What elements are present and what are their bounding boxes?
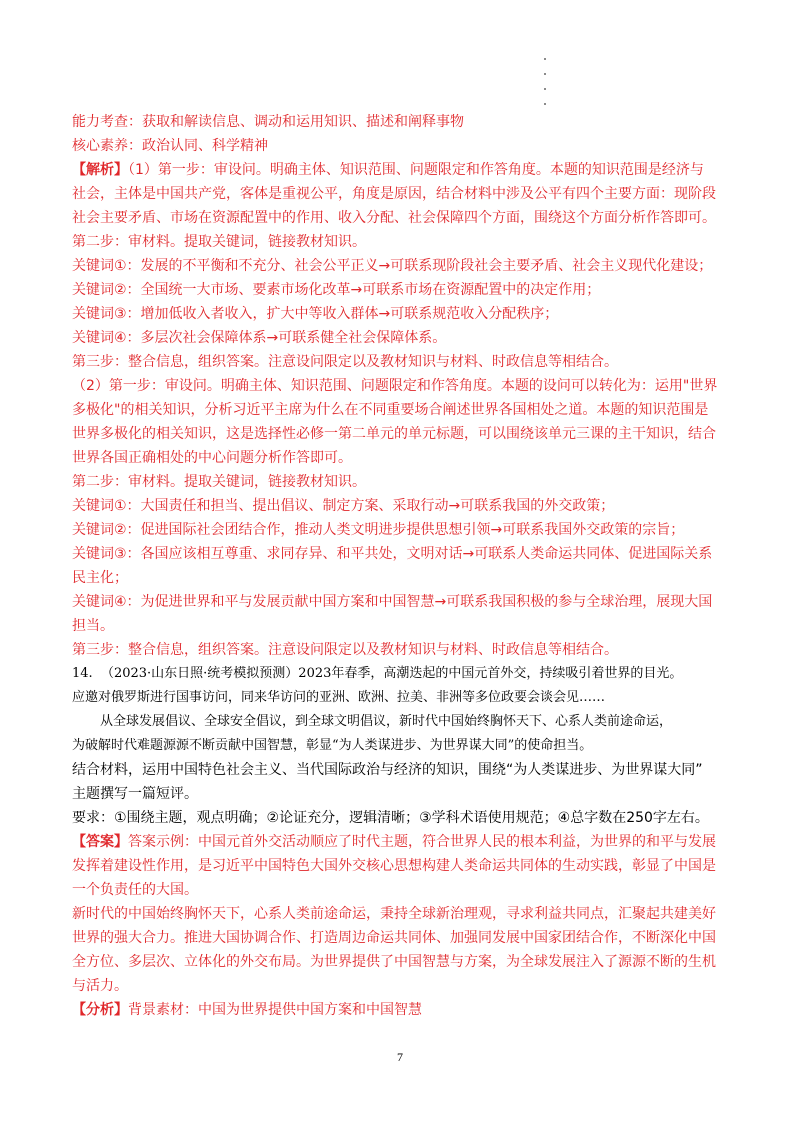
document-body: [72, 110, 732, 1022]
analysis-p1-line1: 【解析】（1）第一步：审设问。明确主体、知识范围、问题限定和作答角度。本题的知识范围是经济与: [72, 162, 704, 178]
analysis-p2-keyword4a: 关键词④：为促进世界和平与发展贡献中国方案和中国智慧→可联系我国积极的参与全球治理，展现大国: [72, 594, 713, 610]
answer-line7: 与活力。: [72, 978, 128, 994]
analysis-p2-keyword4b: 担当。: [72, 618, 114, 634]
analysis-tag: 【解析】: [72, 162, 128, 178]
question-material-line1: 从全球发展倡议、全球安全倡议，到全球文明倡议，新时代中国始终胸怀天下、心系人类前途命运，: [100, 714, 673, 729]
page-number: 7: [397, 1050, 403, 1064]
ability-line: 能力考查：获取和解读信息、调动和运用知识、描述和阐释事物: [72, 114, 464, 130]
analysis-p2-line2: 多极化"的相关知识，分析习近平主席为什么在不同重要场合阐述世界各国相处之道。本题的知识范围是: [72, 402, 709, 418]
analysis-p1-step3: 第三步：整合信息，组织答案。注意设问限定以及教材知识与材料、时政信息等相结合。: [72, 354, 618, 370]
analysis-p2-keyword3a: 关键词③：各国应该相互尊重、求同存异、和平共处，文明对话→可联系人类命运共同体、促进国际关系: [72, 546, 713, 562]
question-material-line2: 为破解时代难题源源不断贡献中国智慧，彰显“为人类谋进步、为世界谋大同”的使命担当。: [72, 738, 593, 753]
answer-line2: 发挥着建设性作用，是习近平中国特色大国外交核心思想构建人类命运共同体的生动实践，彰显了中国是: [72, 858, 716, 874]
analysis2-tag: 【分析】: [72, 1002, 128, 1018]
analysis-p1-keyword3: 关键词③：增加低收入者收入，扩大中等收入群体→可联系规范收入分配秩序；: [72, 306, 559, 322]
analysis-p2-step3: 第三步：整合信息，组织答案。注意设问限定以及教材知识与材料、时政信息等相结合。: [72, 642, 618, 658]
question-line6: 主题撰写一篇短评。: [72, 786, 198, 802]
analysis-p1-line2: 社会，主体是中国共产党，客体是重视公平，角度是原因，结合材料中涉及公平有四个主要方面：现阶段: [72, 186, 716, 202]
answer-line1: 【答案】答案示例：中国元首外交活动顺应了时代主题，符合世界人民的根本利益，为世界的和平与发展: [72, 834, 716, 850]
answer-tag: 【答案】: [72, 834, 128, 850]
question-number: 14.: [72, 666, 93, 681]
analysis-p2-step2: 第二步：审材料。提取关键词，链接教材知识。: [72, 474, 366, 490]
literacy-line: 核心素养：政治认同、科学精神: [72, 138, 268, 154]
analysis-p1-keyword2: 关键词②：全国统一大市场、要素市场化改革→可联系市场在资源配置中的决定作用；: [72, 282, 601, 298]
question-requirements: 要求：①围绕主题，观点明确；②论证充分，逻辑清晰；③学科术语使用规范；④总字数在250字左右。: [72, 810, 709, 826]
answer-line3: 一个负责任的大国。: [72, 882, 198, 898]
analysis-p2-line1: （2）第一步：审设问。明确主体、知识范围、问题限定和作答角度。本题的设问可以转化为：运用"世界: [72, 378, 718, 394]
answer-line5: 世界的强大合力。推进大国协调合作、打造周边命运共同体、加强同发展中国家团结合作，不断深化中国: [72, 930, 716, 946]
analysis-p2-line3: 世界多极化的相关知识，这是选择性必修一第二单元的单元标题，可以围绕该单元三课的主干知识，结合: [72, 426, 716, 442]
analysis-p1-keyword4: 关键词④：多层次社会保障体系→可联系健全社会保障体系。: [72, 330, 447, 346]
analysis-p1-line3: 社会主要矛盾、市场在资源配置中的作用、收入分配、社会保障四个方面，围绕这个方面分析作答即可。: [72, 210, 716, 226]
answer-line4: 新时代的中国始终胸怀天下，心系人类前途命运，秉持全球新治理观，寻求利益共同点，汇聚起共建美好: [72, 906, 716, 922]
question-line5: 结合材料，运用中国特色社会主义、当代国际政治与经济的知识，围绕“为人类谋进步、为世界谋大同”: [72, 762, 703, 778]
analysis-p2-keyword1: 关键词①：大国责任和担当、提出倡议、制定方案、采取行动→可联系我国的外交政策；: [72, 498, 615, 514]
analysis-p2-keyword3b: 民主化；: [72, 570, 128, 586]
analysis2-line: 【分析】背景素材：中国为世界提供中国方案和中国智慧: [72, 1002, 422, 1018]
analysis-p1-keyword1: 关键词①：发展的不平衡和不充分、社会公平正义→可联系现阶段社会主要矛盾、社会主义现代化建设；: [72, 258, 713, 274]
analysis-p1-step2: 第二步：审材料。提取关键词，链接教材知识。: [72, 234, 366, 250]
question-line2: 应邀对俄罗斯进行国事访问，同来华访问的亚洲、欧洲、拉美、非洲等多位政要会谈会见……: [72, 690, 606, 705]
answer-line6: 全方位、多层次、立体化的外交布局。为世界提供了中国智慧与方案，为全球发展注入了源源不断的生机: [72, 954, 716, 970]
analysis-p2-keyword2: 关键词②：促进国际社会团结合作，推动人类文明进步提供思想引领→可联系我国外交政策的宗旨；: [72, 522, 685, 538]
analysis-p2-line4: 世界各国正确相处的中心问题分析作答即可。: [72, 450, 352, 466]
question-line1: 14. （2023·山东日照·统考模拟预测）2023年春季，高潮迭起的中国元首外交，持续吸引着世界的目光。: [72, 666, 683, 681]
header-dots: [540, 58, 550, 118]
